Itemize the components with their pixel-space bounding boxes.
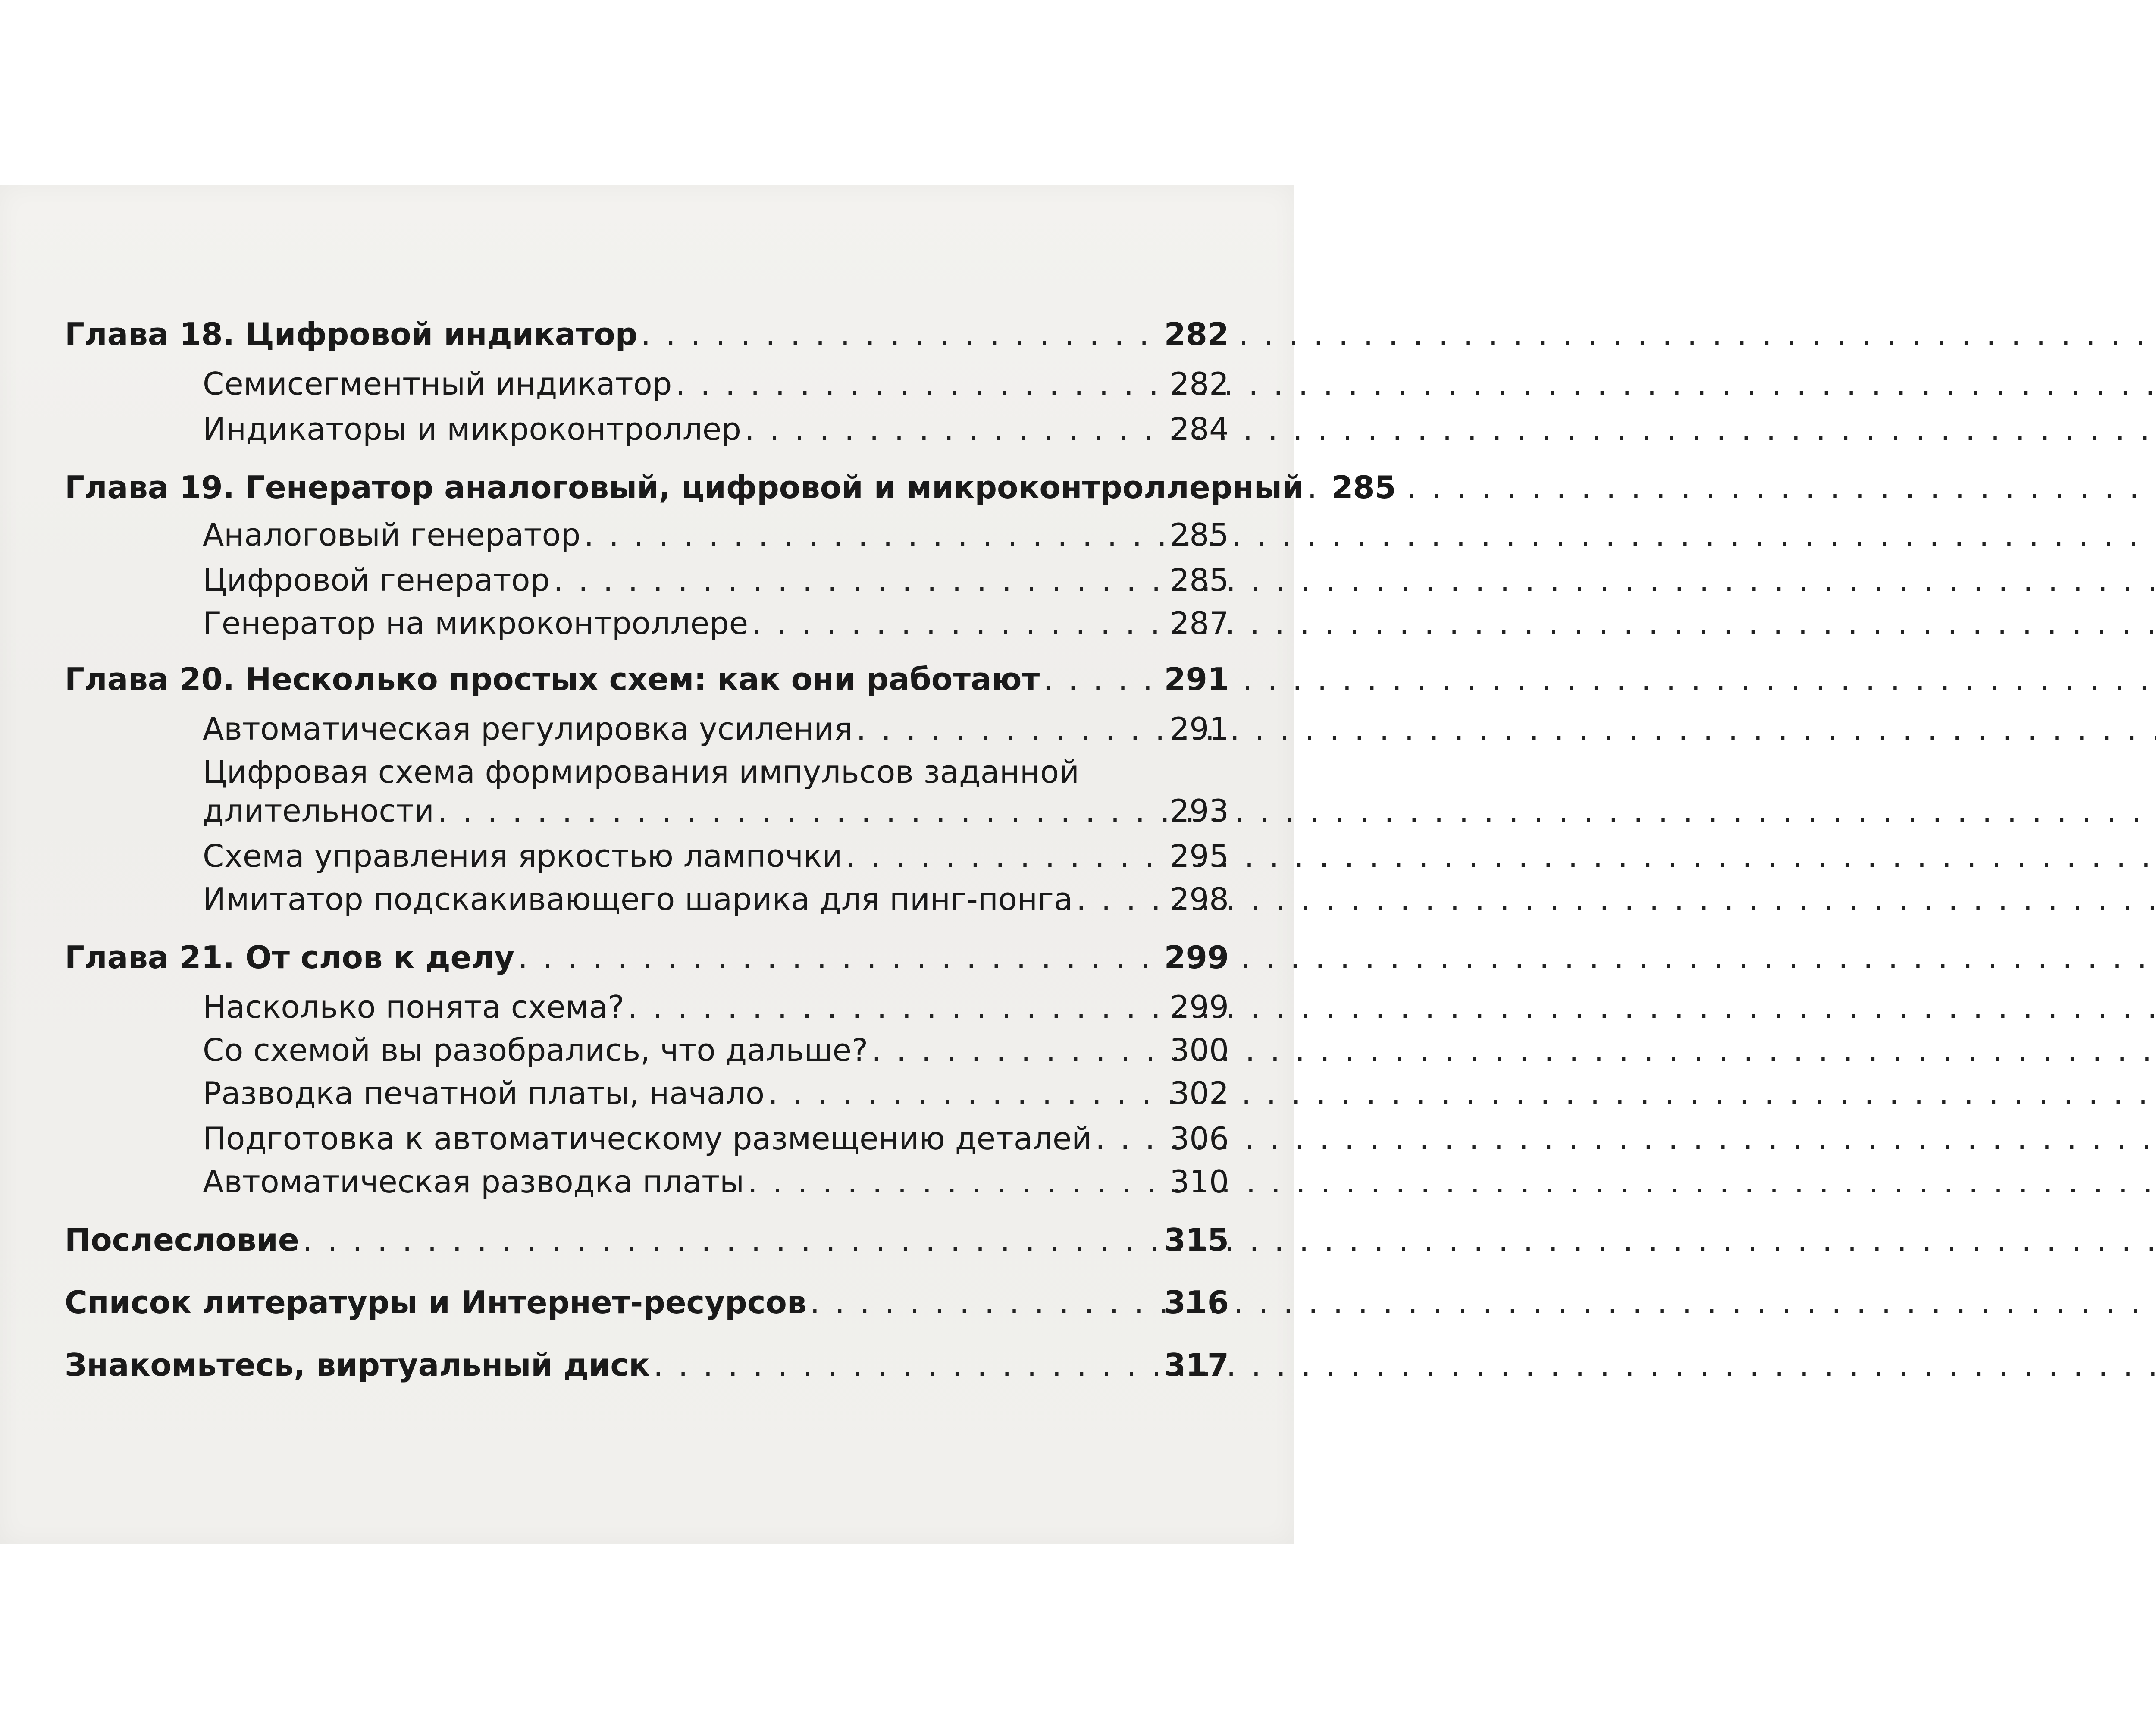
toc-page-number: 285 — [1331, 469, 1396, 505]
leader-dots — [810, 1283, 1157, 1322]
toc-entry-section — [65, 988, 1229, 1026]
toc-entry-label: Автоматическая регулировка усиления — [203, 711, 853, 747]
leader-dots — [768, 1074, 1163, 1113]
toc-entry-label: Послесловие — [65, 1222, 299, 1258]
leader-dots — [675, 364, 1163, 403]
toc-entry-section-multiline — [65, 753, 1229, 830]
toc-entry-section — [65, 410, 1229, 448]
toc-entry-line-2 — [203, 791, 1229, 830]
leader-dots — [846, 837, 1163, 875]
toc-entry-section — [65, 604, 1229, 643]
toc-page-number: 298 — [1169, 881, 1229, 917]
toc-entry-label: Со схемой вы разобрались, что дальше? — [203, 1032, 868, 1068]
toc-entry-label: Семисегментный индикатор — [203, 366, 672, 402]
toc-entry-label-line-2: длительности — [203, 793, 434, 829]
toc-entry-section — [65, 1119, 1229, 1158]
toc-entry-chapter-20 — [65, 660, 1229, 699]
leader-dots — [1307, 468, 1324, 507]
toc-page-number: 315 — [1164, 1222, 1229, 1258]
leader-dots — [748, 1162, 1163, 1201]
toc-page-number: 284 — [1169, 411, 1229, 447]
toc-page-number: 285 — [1169, 562, 1229, 598]
toc-page-number: 302 — [1169, 1075, 1229, 1111]
toc-entry-label-line-1: Цифровая схема формирования импульсов заданной — [203, 754, 1079, 790]
toc-page-number: 299 — [1169, 989, 1229, 1025]
toc-entry-label: Аналоговый генератор — [203, 517, 581, 553]
table-of-contents — [65, 0, 1396, 1725]
toc-entry-section — [65, 1162, 1229, 1201]
leader-dots — [1076, 880, 1163, 919]
leader-dots — [752, 604, 1163, 643]
toc-entry-label: Насколько понята схема? — [203, 989, 624, 1025]
leader-dots — [871, 1031, 1163, 1070]
toc-page-number: 306 — [1169, 1120, 1229, 1157]
leader-dots — [553, 561, 1163, 599]
leader-dots — [1095, 1119, 1163, 1158]
toc-entry-label: Разводка печатной платы, начало — [203, 1075, 765, 1111]
leader-dots — [518, 938, 1157, 977]
toc-entry-label: Глава 19. Генератор аналоговый, цифровой и микроконтроллерный — [65, 469, 1304, 505]
toc-entry-chapter-19 — [65, 468, 1396, 507]
toc-page-number: 300 — [1169, 1032, 1229, 1068]
toc-entry-section — [65, 1031, 1229, 1070]
toc-entry-section — [65, 364, 1229, 403]
toc-entry-section — [65, 1074, 1229, 1113]
toc-entry-label: Имитатор подскакивающего шарика для пинг-понга — [203, 881, 1073, 917]
toc-entry-label: Автоматическая разводка платы — [203, 1164, 744, 1200]
toc-entry-section — [65, 561, 1229, 599]
toc-entry-chapter-18 — [65, 315, 1229, 354]
toc-page-number: 299 — [1164, 939, 1229, 975]
toc-page-number: 282 — [1164, 316, 1229, 352]
toc-page-number: 291 — [1169, 711, 1229, 747]
toc-entry-label: Глава 21. От слов к делу — [65, 939, 515, 975]
toc-entry-label: Знакомьтесь, виртуальный диск — [65, 1347, 650, 1383]
toc-page-number: 285 — [1169, 517, 1229, 553]
toc-page-number: 291 — [1164, 661, 1229, 697]
toc-entry-label: Схема управления яркостью лампочки — [203, 838, 843, 874]
leader-dots — [584, 515, 1163, 554]
leader-dots — [653, 1346, 1157, 1384]
toc-entry-references — [65, 1283, 1229, 1322]
toc-page-number: 316 — [1164, 1284, 1229, 1320]
leader-dots — [303, 1220, 1157, 1259]
toc-entry-label: Глава 20. Несколько простых схем: как они работают — [65, 661, 1040, 697]
toc-entry-section — [65, 709, 1229, 748]
toc-page-number: 317 — [1164, 1347, 1229, 1383]
toc-entry-section — [65, 880, 1229, 919]
toc-entry-label: Список литературы и Интернет-ресурсов — [65, 1284, 807, 1320]
toc-page-number: 310 — [1169, 1164, 1229, 1200]
toc-entry-label: Генератор на микроконтроллере — [203, 605, 749, 641]
toc-entry-virtual-disk — [65, 1346, 1229, 1384]
toc-entry-afterword — [65, 1220, 1229, 1259]
toc-entry-section — [65, 837, 1229, 875]
toc-page-number: 287 — [1169, 605, 1229, 641]
leader-dots — [856, 709, 1163, 748]
toc-entry-label: Индикаторы и микроконтроллер — [203, 411, 741, 447]
toc-entry-label: Цифровой генератор — [203, 562, 550, 598]
toc-page-number: 295 — [1169, 838, 1229, 874]
toc-entry-label: Подготовка к автоматическому размещению деталей — [203, 1120, 1092, 1157]
toc-page-number: 282 — [1169, 366, 1229, 402]
toc-entry-label: Глава 18. Цифровой индикатор — [65, 316, 638, 352]
leader-dots — [641, 315, 1157, 354]
leader-dots — [745, 410, 1163, 448]
toc-entry-section — [65, 515, 1229, 554]
leader-dots — [1043, 660, 1157, 699]
leader-dots — [438, 791, 1163, 830]
toc-entry-chapter-21 — [65, 938, 1229, 977]
toc-page-number: 293 — [1169, 793, 1229, 829]
leader-dots — [628, 988, 1163, 1026]
